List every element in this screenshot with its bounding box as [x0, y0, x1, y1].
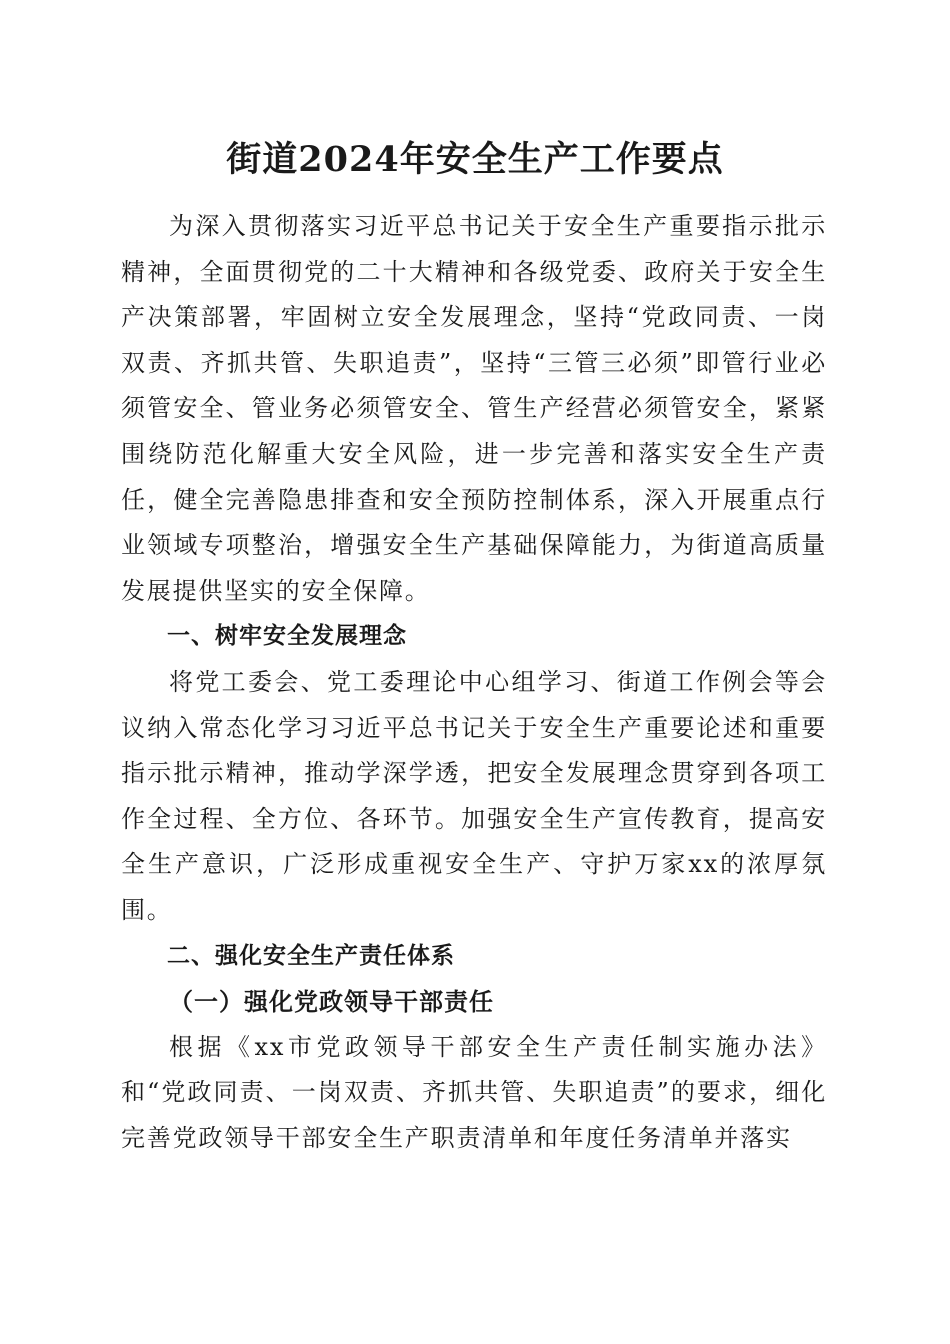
intro-paragraph: 为深入贯彻落实习近平总书记关于安全生产重要指示批示精神，全面贯彻党的二十大精神和各级党委、政府关于安全生产决策部署，牢固树立安全发展理念，坚持“党政同责、一岗双责、齐抓共管、失职追责”，坚持“三管三必须”即管行业必须管安全、管业务必须管安全、管生产经营必须管安全，紧紧围绕防范化解重大安全风险，进一步完善和落实安全生产责任，健全完善隐患排查和安全预防控制体系，深入开展重点行业领域专项整治，增强安全生产基础保障能力，为街道高质量发展提供坚实的安全保障。	[121, 212, 827, 605]
section-2-sub-1-paragraph: 根据《xx市党政领导干部安全生产责任制实施办法》和“党政同责、一岗双责、齐抓共管、失职追责”的要求，细化完善党政领导干部安全生产职责清单和年度任务清单并落实	[121, 1032, 827, 1152]
document-title: 街道2024年安全生产工作要点	[226, 139, 724, 180]
section-1-paragraph: 将党工委会、党工委理论中心组学习、街道工作例会等会议纳入常态化学习习近平总书记关于安全生产重要论述和重要指示批示精神，推动学深学透，把安全发展理念贯穿到各项工作全过程、全方位、各环节。加强安全生产宣传教育，提高安全生产意识，广泛形成重视安全生产、守护万家xx的浓厚氛围。	[121, 667, 827, 924]
section-1-heading: 一、树牢安全发展理念	[167, 623, 407, 650]
section-2-heading: 二、强化安全生产责任体系	[167, 942, 455, 969]
section-2-subheading-1: （一）强化党政领导干部责任	[169, 987, 494, 1017]
document-body	[121, 204, 827, 1161]
